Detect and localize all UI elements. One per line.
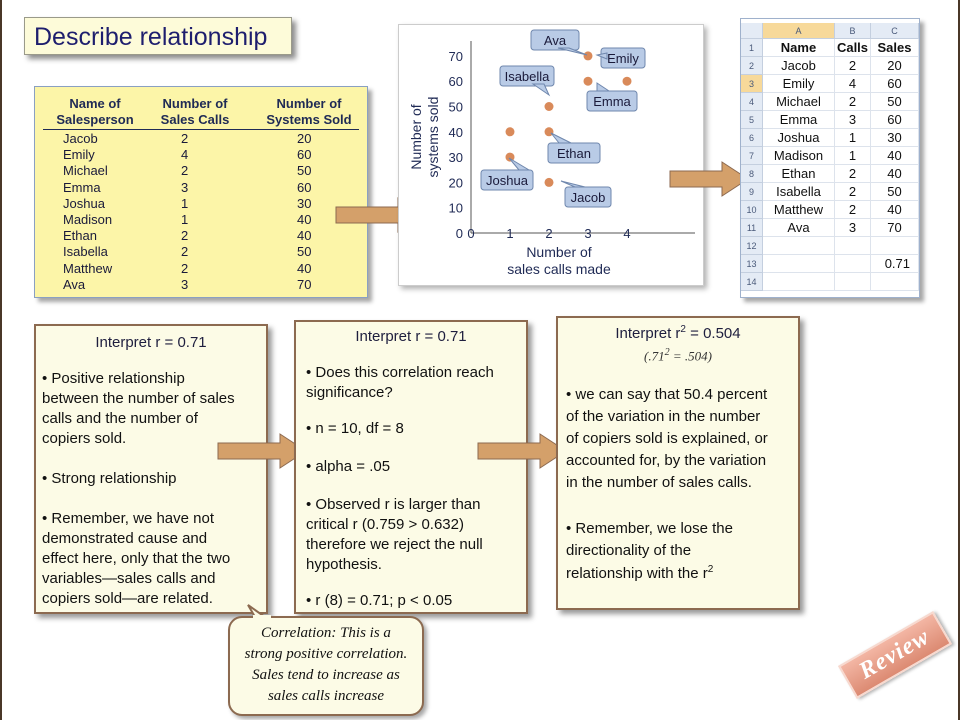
header-rule (43, 129, 359, 130)
spreadsheet-cell[interactable]: 3 (835, 219, 871, 237)
spreadsheet-row-header[interactable]: 13 (741, 255, 763, 273)
callout-line: Correlation: This is a (261, 625, 391, 641)
spreadsheet-empty-cell[interactable] (835, 237, 871, 255)
spreadsheet-row-header[interactable]: 12 (741, 237, 763, 255)
y-tick-label: 20 (448, 175, 463, 191)
scatter-point (545, 102, 554, 111)
spreadsheet-row-header[interactable]: 9 (741, 183, 763, 201)
sales-table-cell: Matthew (63, 260, 113, 276)
annotation-pointer (551, 133, 571, 143)
significance-line: • n = 10, df = 8 (306, 420, 404, 437)
spreadsheet-cell[interactable]: 60 (871, 111, 919, 129)
spreadsheet-row-header[interactable]: 10 (741, 201, 763, 219)
callout-line: strong positive correlation. (244, 646, 408, 662)
header-salesperson (45, 96, 145, 128)
sales-table-cell: 2 (181, 228, 189, 244)
header-sales-calls-line1: Number of (162, 96, 228, 111)
spreadsheet-row-header[interactable]: 6 (741, 129, 763, 147)
significance-line: • r (8) = 0.71; p < 0.05 (306, 592, 453, 609)
x-tick-label: 0 (467, 226, 475, 241)
y-tick-label: 0 (455, 226, 463, 241)
sales-table-cell: 60 (297, 179, 312, 195)
slide-title: Describe relationship (34, 23, 268, 51)
header-salesperson-line2: Salesperson (56, 112, 134, 127)
annotation-pointer (597, 83, 609, 91)
spreadsheet-row-header[interactable]: 11 (741, 219, 763, 237)
correlation-result-cell[interactable]: 0.71 (871, 255, 919, 273)
spreadsheet-empty-cell[interactable] (871, 273, 919, 291)
interpret-r-line: variables—sales calls and (42, 570, 216, 587)
annotation-pointer (509, 158, 529, 170)
significance-line: hypothesis. (306, 556, 382, 573)
sales-table-cell: 1 (181, 212, 189, 227)
spreadsheet-cell[interactable]: 50 (871, 93, 919, 111)
sales-table-cell: 40 (297, 228, 312, 244)
sales-table-cell: 3 (181, 276, 189, 292)
scatter-point (584, 51, 593, 60)
significance-line: • Does this correlation reach (306, 364, 494, 381)
y-tick-label: 40 (448, 124, 463, 140)
spreadsheet-cell[interactable]: 1 (835, 147, 871, 165)
annotation-label: Jacob (570, 190, 606, 205)
spreadsheet-cell[interactable]: 2 (835, 165, 871, 183)
interpret-r-line: calls and the number of (42, 410, 198, 427)
r-squared-title (558, 324, 798, 342)
header-salesperson-line1: Name of (69, 96, 121, 111)
sales-table-cell: Ethan (63, 228, 97, 244)
sales-table-cell: 4 (181, 147, 189, 163)
r-squared-subtitle-prefix: (.71 (644, 348, 665, 364)
scatter-point (623, 77, 632, 86)
spreadsheet-cell[interactable]: 20 (871, 57, 919, 75)
spreadsheet-row-header[interactable]: 4 (741, 93, 763, 111)
sales-table-cell: 60 (297, 147, 312, 163)
annotation-pointer (561, 181, 585, 187)
r-squared-line: • we can say that 50.4 percent (566, 386, 768, 403)
callout-line: Sales tend to increase as (252, 667, 400, 683)
interpret-r-line: • Strong relationship (42, 470, 177, 487)
spreadsheet-cell[interactable]: 40 (871, 201, 919, 219)
title-box (24, 17, 292, 55)
r-squared-title-suffix: = 0.504 (685, 325, 741, 342)
spreadsheet-cell[interactable]: 40 (871, 147, 919, 165)
annotation-label: Emily (607, 51, 639, 66)
spreadsheet-header-cell[interactable]: Name (763, 39, 835, 57)
header-sales-calls-line2: Sales Calls (160, 112, 230, 127)
annotation-label: Joshua (486, 173, 528, 188)
r-squared-line: of copiers sold is explained, or (566, 430, 768, 447)
spreadsheet-cell[interactable]: 1 (835, 129, 871, 147)
spreadsheet-row-header[interactable]: 14 (741, 273, 763, 291)
y-tick-label: 30 (448, 150, 463, 166)
spreadsheet-cell[interactable]: 2 (835, 183, 871, 201)
spreadsheet-cell[interactable]: Ethan (763, 165, 835, 183)
x-axis-label: Number of sales calls made (507, 244, 611, 277)
scatter-point (584, 77, 593, 86)
r-squared-title-sup: 2 (680, 324, 686, 335)
arrow-panel2-to-panel3 (476, 432, 568, 470)
interpret-r-line: demonstrated cause and (42, 530, 208, 547)
arrow-chart-to-spreadsheet (668, 160, 750, 198)
sales-table-cell: Joshua (63, 195, 105, 211)
x-tick-label: 1 (506, 226, 514, 241)
review-label: Review (854, 623, 935, 685)
interpret-r-line: effect here, only that the two (42, 550, 231, 567)
interpret-r-line: • Positive relationship (42, 370, 185, 387)
sales-table-cell: Madison (63, 212, 113, 227)
r-squared-subtitle-suffix: = .504) (669, 348, 712, 364)
spreadsheet-cell[interactable]: Ava (763, 219, 835, 237)
sales-table-cell: 2 (181, 244, 189, 260)
spreadsheet-cell[interactable]: Matthew (763, 201, 835, 219)
sales-table-cell: 50 (297, 163, 312, 179)
spreadsheet-cell[interactable]: Emma (763, 111, 835, 129)
x-tick-label: 3 (584, 226, 592, 241)
spreadsheet-cell[interactable]: 60 (871, 75, 919, 93)
significance-line: therefore we reject the null (306, 536, 483, 553)
sales-table-cell: 3 (181, 179, 189, 195)
interpret-r-title: Interpret r = 0.71 (95, 334, 207, 351)
header-sales-calls (149, 96, 241, 128)
spreadsheet-cell[interactable]: 30 (871, 129, 919, 147)
annotation-pointer (558, 48, 587, 55)
spreadsheet-column-header[interactable]: B (835, 23, 871, 39)
significance-line: • alpha = .05 (306, 458, 391, 475)
spreadsheet-cell[interactable]: 2 (835, 93, 871, 111)
sales-data-table (34, 86, 368, 298)
spreadsheet-cell[interactable]: 3 (835, 111, 871, 129)
sales-table-cell: 2 (181, 163, 189, 179)
annotation-label: Ava (543, 33, 567, 48)
annotation-label: Ethan (557, 146, 591, 161)
spreadsheet-cell[interactable]: 50 (871, 183, 919, 201)
scatter-point (506, 127, 515, 136)
sales-table-cell: 1 (181, 195, 189, 211)
spreadsheet-row-header[interactable]: 5 (741, 111, 763, 129)
sales-table-cell: Jacob (63, 131, 98, 146)
callout-line: sales calls increase (267, 688, 385, 704)
sales-table-cell: Isabella (63, 244, 108, 260)
left-frame-border (0, 0, 2, 720)
spreadsheet-row-header[interactable]: 8 (741, 165, 763, 183)
header-systems-sold-line1: Number of (276, 96, 342, 111)
spreadsheet-empty-cell[interactable] (835, 255, 871, 273)
r-squared-last-line (566, 564, 713, 582)
spreadsheet-row-header[interactable]: 7 (741, 147, 763, 165)
spreadsheet-row-header[interactable]: 2 (741, 57, 763, 75)
spreadsheet-row-header[interactable]: 3 (741, 75, 763, 93)
spreadsheet-empty-cell[interactable] (871, 237, 919, 255)
spreadsheet-cell[interactable]: Madison (763, 147, 835, 165)
r-squared-subtitle-sup: 2 (664, 347, 670, 358)
significance-line: significance? (306, 384, 393, 401)
y-tick-label: 70 (448, 48, 463, 64)
annotation-label: Emma (593, 94, 631, 109)
spreadsheet-cell[interactable]: Emily (763, 75, 835, 93)
spreadsheet-cell[interactable]: 2 (835, 201, 871, 219)
r-squared-last-line-prefix: relationship with the r (566, 565, 708, 582)
sales-table-cell: Emily (63, 147, 95, 163)
y-tick-label: 60 (448, 74, 463, 90)
header-systems-sold (257, 96, 361, 128)
review-button[interactable] (838, 611, 952, 699)
interpret-r-line: copiers sold—are related. (42, 590, 213, 607)
sales-table-cell: Emma (63, 179, 101, 195)
sales-table-cell: 30 (297, 195, 312, 211)
spreadsheet-cell[interactable]: Isabella (763, 183, 835, 201)
scatter-point (545, 178, 554, 187)
sales-table-cell: Ava (63, 276, 86, 292)
sales-table-cell: 70 (297, 276, 312, 292)
x-tick-label: 2 (545, 226, 553, 241)
spreadsheet (740, 18, 920, 298)
spreadsheet-empty-cell[interactable] (763, 273, 835, 291)
spreadsheet-cell[interactable]: Joshua (763, 129, 835, 147)
spreadsheet-row-header[interactable]: 1 (741, 39, 763, 57)
r-squared-panel (556, 316, 800, 610)
y-axis-label: Number ofsystems sold (408, 96, 441, 178)
sales-table-cell: 40 (297, 212, 312, 227)
spreadsheet-cell[interactable]: Michael (763, 93, 835, 111)
callout-pointer-mask (249, 610, 273, 620)
r-squared-title-prefix: Interpret r (615, 325, 681, 342)
sales-table-cell: 2 (181, 260, 189, 276)
header-systems-sold-line2: Systems Sold (266, 112, 352, 127)
spreadsheet-column-header[interactable]: C (871, 23, 919, 39)
interpret-r-line: between the number of sales (42, 390, 235, 407)
scatter-plot-svg (399, 25, 705, 287)
sales-table-cell: 40 (297, 260, 312, 276)
annotation-label: Isabella (504, 69, 550, 84)
r-squared-line: in the number of sales calls. (566, 474, 752, 491)
r-squared-line: of the variation in the number (566, 408, 761, 425)
spreadsheet-cell[interactable]: Jacob (763, 57, 835, 75)
sales-table-cell: 2 (181, 131, 189, 146)
sales-table-cell: 50 (297, 244, 312, 260)
scatter-plot (398, 24, 704, 286)
spreadsheet-corner[interactable] (741, 23, 763, 39)
spreadsheet-empty-cell[interactable] (835, 273, 871, 291)
spreadsheet-cell[interactable]: 70 (871, 219, 919, 237)
x-tick-label: 4 (623, 226, 631, 241)
r-squared-line: directionality of the (566, 542, 692, 559)
spreadsheet-header-cell[interactable]: Sales (871, 39, 919, 57)
significance-line: critical r (0.759 > 0.632) (306, 516, 464, 533)
spreadsheet-cell[interactable]: 4 (835, 75, 871, 93)
sales-table-cell: 20 (297, 131, 312, 146)
significance-line: • Observed r is larger than (306, 496, 481, 513)
spreadsheet-empty-cell[interactable] (763, 237, 835, 255)
r-squared-line: accounted for, by the variation (566, 452, 767, 469)
correlation-callout (228, 616, 424, 716)
spreadsheet-empty-cell[interactable] (763, 255, 835, 273)
interpret-r-line: copiers sold. (42, 430, 127, 447)
sales-table-cell: Michael (63, 163, 108, 179)
spreadsheet-header-cell[interactable]: Calls (835, 39, 871, 57)
spreadsheet-cell[interactable]: 2 (835, 57, 871, 75)
spreadsheet-column-header[interactable]: A (763, 23, 835, 39)
interpret-r-line: • Remember, we have not (42, 510, 215, 527)
r-squared-line: • Remember, we lose the (566, 520, 733, 537)
y-tick-label: 10 (448, 200, 463, 216)
r-squared-subtitle (558, 347, 798, 364)
r-squared-last-line-sup: 2 (707, 564, 714, 575)
spreadsheet-cell[interactable]: 40 (871, 165, 919, 183)
significance-title: Interpret r = 0.71 (355, 328, 467, 345)
y-tick-label: 50 (448, 99, 463, 115)
